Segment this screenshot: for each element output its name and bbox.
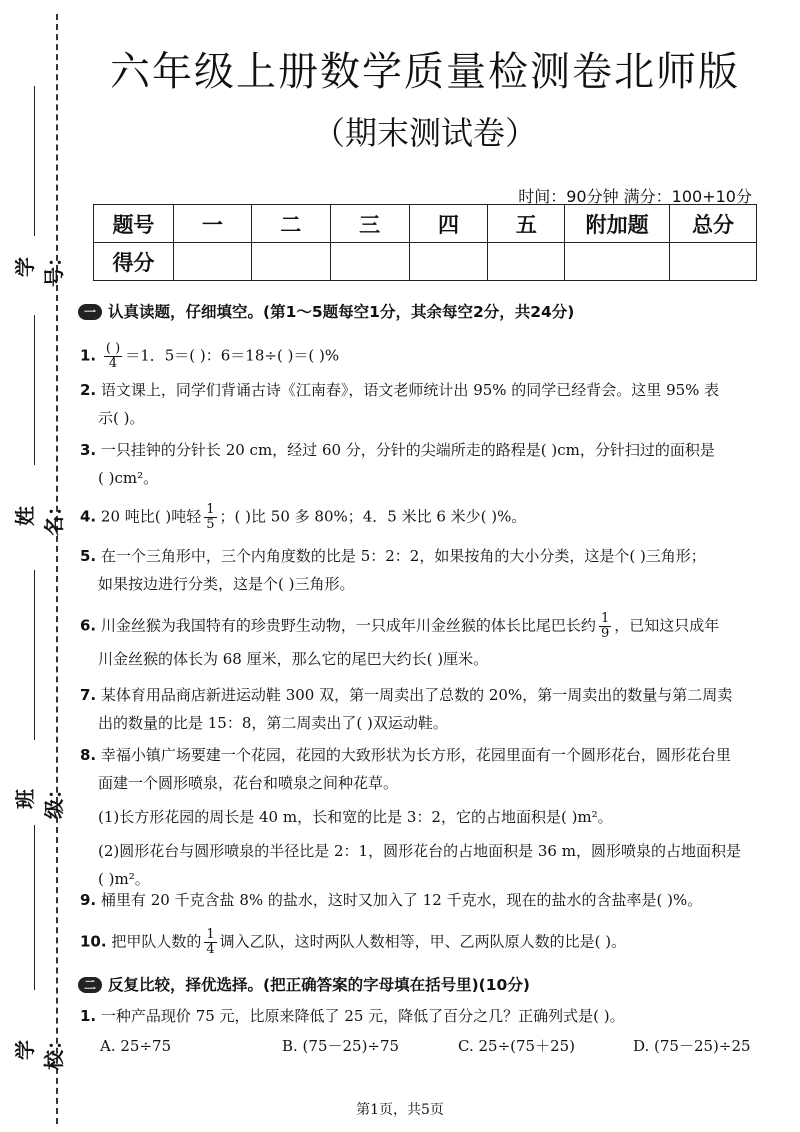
question-2 [80, 380, 760, 428]
choice-option-b[interactable]: B. (75－25)÷75 [282, 1037, 400, 1055]
cut-line [56, 14, 58, 1124]
section-1-heading [78, 300, 574, 322]
fraction [599, 612, 611, 641]
question-number: 9. [80, 891, 97, 909]
question-number: 1. [80, 1007, 97, 1025]
question-1 [80, 342, 760, 371]
exam-subtitle: （期末测试卷） [312, 114, 537, 152]
question-text: 一只挂钟的分针长 20 cm，经过 60 分，分针的尖端所走的路程是( )cm，分针扫过的面积是 [100, 441, 715, 459]
question-3 [80, 440, 760, 488]
question-4 [80, 503, 760, 532]
fraction-numerator: 1 [206, 927, 215, 942]
section-2-heading [78, 973, 530, 995]
question-number: 8. [80, 746, 97, 764]
question-text: 某体育用品商店新进运动鞋 300 双，第一周卖出了总数的 20%，第一周卖出的数量与第二周卖 [100, 686, 733, 704]
question-text: 幸福小镇广场要建一个花园，花园的大致形状为长方形，花园里面有一个圆形花台，圆形花台里 [100, 746, 731, 764]
time-info: 时间：90分钟 满分：100+10分 [518, 187, 752, 206]
fraction [204, 503, 216, 532]
binding-margin [0, 0, 70, 1132]
score-table-header-row [94, 205, 757, 243]
question-text-continued: 川金丝猴的体长为 68 厘米，那么它的尾巴大约长( )厘米。 [98, 650, 489, 668]
question-text: 一种产品现价 75 元，比原来降低了 25 元，降低了百分之几？正确列式是( )。 [100, 1007, 625, 1025]
school-field[interactable] [13, 825, 66, 1070]
student-number-field[interactable] [13, 80, 66, 287]
score-cell[interactable] [670, 243, 757, 281]
question-number: 3. [80, 441, 97, 459]
fraction-denominator: 5 [206, 517, 215, 532]
sub-question-2-continued: ( )m²。 [98, 870, 150, 888]
section-2-heading-text: 反复比较，择优选择。(把正确答案的字母填在括号里)(10分) [108, 976, 530, 994]
score-table-header-cell: 一 [173, 205, 251, 243]
question-text-continued: ( )cm²。 [98, 469, 159, 487]
question-text: 20 吨比( )吨轻 [100, 507, 202, 526]
question-number: 4. [80, 507, 97, 526]
question-text: 调入乙队，这时两队人数相等，甲、乙两队原人数的比是( )。 [219, 932, 627, 951]
choice-option-a[interactable]: A. 25÷75 [100, 1037, 172, 1055]
question-text-continued: 面建一个圆形喷泉，花台和喷泉之间种花草。 [98, 774, 399, 792]
question-5 [80, 546, 760, 594]
score-table-score-row [94, 243, 757, 281]
choice-option-d[interactable]: D. (75－25)÷25 [633, 1037, 751, 1055]
question-text-continued: 出的数量的比是 15：8，第二周卖出了( )双运动鞋。 [98, 714, 448, 732]
score-cell[interactable] [330, 243, 409, 281]
question-number: 6. [80, 616, 97, 635]
page-number: 第1页，共5页 [356, 1102, 444, 1118]
choice-option-c[interactable]: C. 25÷(75＋25) [458, 1037, 576, 1055]
fraction-denominator: 9 [600, 626, 610, 641]
school-label: 学校： [13, 1030, 66, 1070]
score-table [93, 204, 757, 281]
question-text-continued: 如果按边进行分类，这是个( )三角形。 [98, 575, 355, 593]
question-text: ＝1．5＝( )：6＝18÷( )＝( )% [125, 346, 340, 365]
sub-question-2: (2)圆形花台与圆形喷泉的半径比是 2：1，圆形花台的占地面积是 36 m，圆形喷泉的占地面积是 [98, 842, 741, 860]
fraction-numerator: 1 [206, 502, 215, 517]
question-number: 7. [80, 686, 97, 704]
question-8 [80, 745, 760, 889]
fraction-denominator: 4 [108, 356, 118, 371]
score-table-header-cell: 二 [251, 205, 330, 243]
question-text: 桶里有 20 千克含盐 8% 的盐水，这时又加入了 12 千克水，现在的盐水的含盐率是( )%。 [100, 891, 703, 909]
score-cell[interactable] [488, 243, 565, 281]
question-text-continued: 示( )。 [98, 409, 145, 427]
class-label: 班级： [13, 779, 66, 819]
question-6 [80, 612, 760, 669]
choice-options [80, 1036, 760, 1056]
score-table-header-cell: 五 [488, 205, 565, 243]
score-table-header-cell: 题号 [94, 205, 174, 243]
score-table-header-cell: 三 [330, 205, 409, 243]
score-table-header-cell: 总分 [670, 205, 757, 243]
question-9 [80, 890, 760, 910]
score-row-label: 得分 [94, 243, 174, 281]
score-table-header-cell: 附加题 [565, 205, 670, 243]
score-cell[interactable] [565, 243, 670, 281]
score-cell[interactable] [173, 243, 251, 281]
section-2-badge: 二 [78, 977, 102, 993]
section-1-heading-text: 认真读题，仔细填空。(第1～5题每空1分，其余每空2分，共24分) [108, 303, 575, 321]
question-number: 5. [80, 547, 97, 565]
score-cell[interactable] [251, 243, 330, 281]
exam-title: 六年级上册数学质量检测卷北师版 [110, 49, 740, 95]
sub-question-1: (1)长方形花园的周长是 40 m，长和宽的比是 3：2，它的占地面积是( )m²。 [98, 808, 613, 826]
question-text: 川金丝猴为我国特有的珍贵野生动物，一只成年川金丝猴的体长比尾巴长约 [100, 616, 596, 635]
score-cell[interactable] [409, 243, 488, 281]
fraction-numerator: ( ) [105, 341, 121, 356]
question-7 [80, 685, 760, 733]
student-number-label: 学号： [13, 247, 66, 287]
question-number: 10. [80, 932, 107, 951]
question-text: ，已知这只成年 [614, 616, 720, 635]
fraction [204, 928, 216, 957]
fraction [104, 342, 122, 371]
score-table-header-cell: 四 [409, 205, 488, 243]
question-number: 2. [80, 381, 97, 399]
question-text: 在一个三角形中，三个内角度数的比是 5：2：2，如果按角的大小分类，这是个( )三角形； [100, 547, 706, 565]
fraction-denominator: 4 [206, 942, 215, 957]
choice-question-1 [80, 1006, 760, 1056]
name-field[interactable] [13, 315, 66, 536]
question-text: 把甲队人数的 [111, 932, 202, 951]
name-label: 姓名： [13, 496, 66, 536]
question-number: 1. [80, 346, 97, 365]
question-text: ；( )比 50 多 80%；4．5 米比 6 米少( )%。 [219, 507, 527, 526]
section-1-badge: 一 [78, 304, 102, 320]
class-field[interactable] [13, 570, 66, 819]
question-10 [80, 928, 760, 957]
question-text: 语文课上，同学们背诵古诗《江南春》，语文老师统计出 95% 的同学已经背会。这里 95% 表 [100, 381, 720, 399]
fraction-numerator: 1 [600, 611, 610, 626]
